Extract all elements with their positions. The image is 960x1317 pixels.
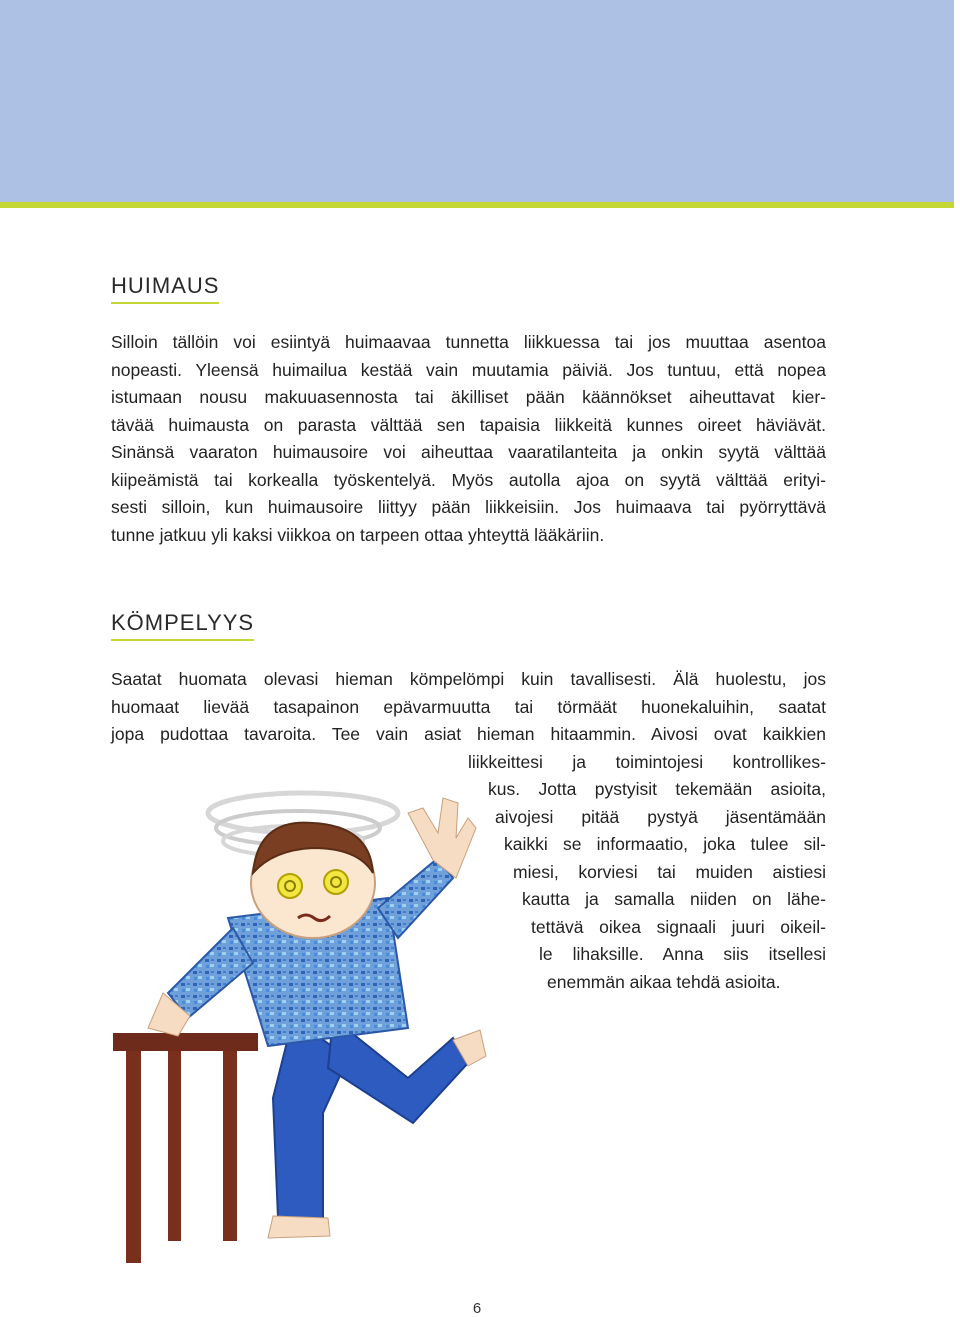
text-line: kus. Jotta pystyisit tekemään asioita, <box>488 779 826 799</box>
section-heading-kompelyys: KÖMPELYYS <box>111 610 254 641</box>
text-line: tettävä oikea signaali juuri oikeil- <box>531 916 826 937</box>
header-band <box>0 0 954 202</box>
text-line: Silloin tällöin voi esiintyä huimaavaa tunnetta liikkuessa tai jos muuttaa asentoa <box>111 332 826 352</box>
text-line: huomaat lievää tasapainon epävarmuutta tai törmäät huonekaluihin, saatat <box>111 696 826 717</box>
text-line: kaikki se informaatio, joka tulee sil- <box>504 834 826 854</box>
text-line: nopeasti. Yleensä huimailua kestää vain muutamia päiviä. Jos tuntuu, että nopea <box>111 359 826 380</box>
text-line: jopa pudottaa tavaroita. Tee vain asiat hieman hitaammin. Aivosi ovat kaikkien <box>111 724 826 744</box>
text-line: tävää huimausta on parasta välttää sen tapaisia liikkeitä kunnes oireet häviävät. <box>111 414 826 435</box>
page-number: 6 <box>472 1300 482 1317</box>
text-line: enemmän aikaa tehdä asioita. <box>547 971 781 992</box>
paragraph-huimaus <box>111 329 826 549</box>
text-line: Saatat huomata olevasi hieman kömpelömpi kuin tavallisesti. Älä huolestu, jos <box>111 669 826 689</box>
text-line: liikkeittesi ja toimintojesi kontrollikes- <box>468 751 826 772</box>
section-heading-huimaus: HUIMAUS <box>111 273 219 304</box>
text-line: kautta ja samalla niiden on lähe- <box>522 889 826 909</box>
text-line: istumaan nousu makuuasennosta tai äkilliset pään käännökset aiheuttavat kier- <box>111 387 826 407</box>
header-accent-rule <box>0 202 954 208</box>
text-line: Sinänsä vaaraton huimausoire voi aiheuttaa vaaratilanteita ja onkin syytä välttää <box>111 442 826 462</box>
text-line: aivojesi pitää pystyä jäsentämään <box>495 806 826 827</box>
dizzy-child-illustration <box>108 778 558 1263</box>
text-line: sesti silloin, kun huimausoire liittyy pään liikkeisiin. Jos huimaava tai pyörryttävä <box>111 497 826 517</box>
text-line: tunne jatkuu yli kaksi viikkoa on tarpeen ottaa yhteyttä lääkäriin. <box>111 524 605 545</box>
text-line: miesi, korviesi tai muiden aistiesi <box>513 861 826 882</box>
text-line: le lihaksille. Anna siis itsellesi <box>539 944 826 964</box>
text-line: kiipeämistä tai korkealla työskentelyä. Myös autolla ajoa on syytä välttää erityi- <box>111 469 826 490</box>
